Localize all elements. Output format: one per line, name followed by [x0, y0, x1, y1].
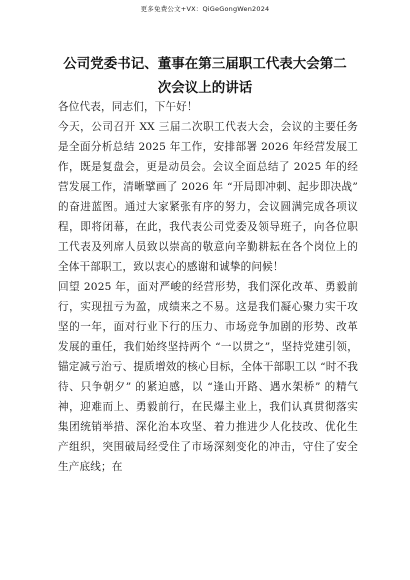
document-title: 公司党委书记、董事在第三届职工代表大会第二次会议上的讲话 — [63, 56, 347, 96]
greeting-paragraph: 各位代表，同志们，下午好！ — [58, 101, 198, 113]
body-paragraph: 回望 2025 年，面对严峻的经营形势，我们深化改革、勇毅前行，实现扭亏为盈，成绩来之不易。这是我们凝心聚力实干攻坚的一年，面对行业下行的压力、市场竞争加剧的形势、改革发展的重任，我们始终坚持两个 “一以贯之”，坚持党建引领，锚定减亏治亏、提质增效的核心目标，全体干部职工以 “时不我待、只争朝夕” 的紧迫感，以 “逢山开路、遇水架桥” 的精气神，迎难而上、勇毅前行，在民爆主业上，我们认真贯彻落实集团统销举措、深化治本攻坚、着力推进少人化技改、优化生产组织，突围破局经受住了市场深刻变化的冲击，守住了安全生产底线；在 — [58, 281, 358, 473]
body-paragraph: 今天，公司召开 XX 三届二次职工代表大会，会议的主要任务是全面分析总结 2025 年工作，安排部署 2026 年经营发展工作，既是复盘会，更是动员会。会议全面总结了 2025 年的经营发展工作，清晰擘画了 2026 年 “开局即冲刺、起步即决战” 的奋进蓝图。通过大家紧张有序的努力，会议圆满完成各项议程，即将闭幕，在此，我代表公司党委及领导班子，向各位职工代表及列席人员致以崇高的敬意向辛勤耕耘在各个岗位上的全体干部职工，致以衷心的感谢和诚挚的问候！ — [58, 121, 358, 273]
document-body — [58, 97, 358, 477]
header-note: 更多免费公文+VX：QiGeGongWen2024 — [140, 5, 270, 13]
